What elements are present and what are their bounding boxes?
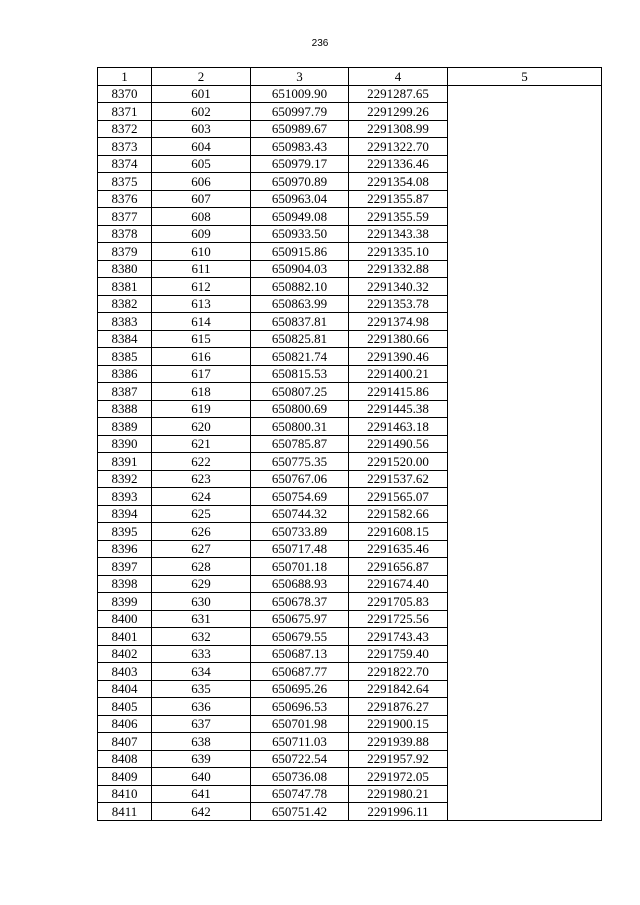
table-cell-col1: 8376 bbox=[98, 190, 152, 208]
table-cell-col1: 8382 bbox=[98, 295, 152, 313]
table-cell-col1: 8395 bbox=[98, 523, 152, 541]
table-cell-col1: 8371 bbox=[98, 103, 152, 121]
table-cell-col4: 2291445.38 bbox=[349, 400, 448, 418]
table-cell-col2: 612 bbox=[152, 278, 251, 296]
table-cell-col4: 2291332.88 bbox=[349, 260, 448, 278]
table-cell-col1: 8386 bbox=[98, 365, 152, 383]
table-cell-col3: 650800.69 bbox=[251, 400, 349, 418]
table-cell-col2: 624 bbox=[152, 488, 251, 506]
table-cell-col4: 2291705.83 bbox=[349, 593, 448, 611]
table-cell-col4: 2291972.05 bbox=[349, 768, 448, 786]
table-cell-col4: 2291743.43 bbox=[349, 628, 448, 646]
table-cell-col4: 2291520.00 bbox=[349, 453, 448, 471]
table-cell-col1: 8393 bbox=[98, 488, 152, 506]
table-cell-col3: 650815.53 bbox=[251, 365, 349, 383]
table-cell-col3: 650687.13 bbox=[251, 645, 349, 663]
table-cell-col1: 8405 bbox=[98, 698, 152, 716]
column-header-4: 4 bbox=[349, 68, 448, 86]
table-cell-col1: 8374 bbox=[98, 155, 152, 173]
table-cell-col1: 8388 bbox=[98, 400, 152, 418]
table-cell-col3: 650736.08 bbox=[251, 768, 349, 786]
table-cell-col1: 8407 bbox=[98, 733, 152, 751]
table-cell-col4: 2291463.18 bbox=[349, 418, 448, 436]
table-cell-col3: 650989.67 bbox=[251, 120, 349, 138]
table-cell-col3: 650711.03 bbox=[251, 733, 349, 751]
table-cell-col2: 634 bbox=[152, 663, 251, 681]
column-header-1: 1 bbox=[98, 68, 152, 86]
table-cell-col4: 2291400.21 bbox=[349, 365, 448, 383]
table-cell-col3: 650695.26 bbox=[251, 680, 349, 698]
table-cell-col4: 2291415.86 bbox=[349, 383, 448, 401]
table-cell-col2: 605 bbox=[152, 155, 251, 173]
table-cell-col4: 2291390.46 bbox=[349, 348, 448, 366]
table-cell-col3: 650785.87 bbox=[251, 435, 349, 453]
table-cell-col3: 650949.08 bbox=[251, 208, 349, 226]
table-cell-col3: 650701.98 bbox=[251, 715, 349, 733]
table-cell-col3: 650675.97 bbox=[251, 610, 349, 628]
table-cell-col1: 8379 bbox=[98, 243, 152, 261]
coordinates-table bbox=[97, 67, 602, 821]
table-cell-col3: 650744.32 bbox=[251, 505, 349, 523]
table-cell-col2: 613 bbox=[152, 295, 251, 313]
table-cell-col3: 650970.89 bbox=[251, 173, 349, 191]
table-cell-col4: 2291582.66 bbox=[349, 505, 448, 523]
table-cell-col2: 621 bbox=[152, 435, 251, 453]
table-cell-col4: 2291674.40 bbox=[349, 575, 448, 593]
table-cell-col2: 610 bbox=[152, 243, 251, 261]
table-cell-col1: 8375 bbox=[98, 173, 152, 191]
table-cell-col2: 603 bbox=[152, 120, 251, 138]
table-cell-col4: 2291355.59 bbox=[349, 208, 448, 226]
table-cell-col4: 2291308.99 bbox=[349, 120, 448, 138]
table-cell-col4: 2291635.46 bbox=[349, 540, 448, 558]
table-cell-col3: 650997.79 bbox=[251, 103, 349, 121]
table-cell-col2: 639 bbox=[152, 750, 251, 768]
table-cell-col4: 2291980.21 bbox=[349, 785, 448, 803]
table-cell-col3: 650754.69 bbox=[251, 488, 349, 506]
table-cell-col4: 2291939.88 bbox=[349, 733, 448, 751]
table-cell-col1: 8408 bbox=[98, 750, 152, 768]
table-cell-col3: 650882.10 bbox=[251, 278, 349, 296]
table-cell-col3: 650751.42 bbox=[251, 803, 349, 821]
table-cell-col2: 635 bbox=[152, 680, 251, 698]
table-cell-col4: 2291537.62 bbox=[349, 470, 448, 488]
table-cell-col2: 638 bbox=[152, 733, 251, 751]
table-cell-col1: 8372 bbox=[98, 120, 152, 138]
table-cell-col1: 8387 bbox=[98, 383, 152, 401]
table-cell-col1: 8392 bbox=[98, 470, 152, 488]
table-cell-col2: 640 bbox=[152, 768, 251, 786]
table-cell-col3: 650800.31 bbox=[251, 418, 349, 436]
table-body bbox=[98, 85, 602, 820]
table-cell-col2: 617 bbox=[152, 365, 251, 383]
table-cell-col2: 615 bbox=[152, 330, 251, 348]
table-cell-col4: 2291996.11 bbox=[349, 803, 448, 821]
table-cell-col1: 8398 bbox=[98, 575, 152, 593]
table-cell-col1: 8401 bbox=[98, 628, 152, 646]
table-cell-col1: 8409 bbox=[98, 768, 152, 786]
table-cell-col3: 650775.35 bbox=[251, 453, 349, 471]
table-cell-col2: 627 bbox=[152, 540, 251, 558]
table-cell-col1: 8396 bbox=[98, 540, 152, 558]
page-number: 236 bbox=[311, 38, 329, 49]
table-cell-col4: 2291656.87 bbox=[349, 558, 448, 576]
table-cell-col2: 626 bbox=[152, 523, 251, 541]
table-cell-col3: 650904.03 bbox=[251, 260, 349, 278]
table-cell-col4: 2291565.07 bbox=[349, 488, 448, 506]
table-cell-col1: 8402 bbox=[98, 645, 152, 663]
table-cell-col1: 8378 bbox=[98, 225, 152, 243]
table-cell-col1: 8380 bbox=[98, 260, 152, 278]
table-cell-col4: 2291374.98 bbox=[349, 313, 448, 331]
table-cell-col4: 2291380.66 bbox=[349, 330, 448, 348]
table-cell-col1: 8384 bbox=[98, 330, 152, 348]
table-cell-col1: 8399 bbox=[98, 593, 152, 611]
table-cell-col1: 8381 bbox=[98, 278, 152, 296]
table-cell-col4: 2291725.56 bbox=[349, 610, 448, 628]
table-cell-col3: 650747.78 bbox=[251, 785, 349, 803]
table-cell-col4: 2291842.64 bbox=[349, 680, 448, 698]
table-cell-col4: 2291340.32 bbox=[349, 278, 448, 296]
notes-cell bbox=[448, 85, 602, 820]
table-cell-col3: 650722.54 bbox=[251, 750, 349, 768]
table-cell-col2: 619 bbox=[152, 400, 251, 418]
table-cell-col4: 2291354.08 bbox=[349, 173, 448, 191]
table-cell-col2: 609 bbox=[152, 225, 251, 243]
table-cell-col2: 601 bbox=[152, 85, 251, 103]
table-cell-col3: 650983.43 bbox=[251, 138, 349, 156]
table-cell-col4: 2291822.70 bbox=[349, 663, 448, 681]
table-cell-col3: 650963.04 bbox=[251, 190, 349, 208]
table-cell-col2: 616 bbox=[152, 348, 251, 366]
table-cell-col3: 650687.77 bbox=[251, 663, 349, 681]
table-cell-col4: 2291900.15 bbox=[349, 715, 448, 733]
table-cell-col2: 618 bbox=[152, 383, 251, 401]
table-cell-col4: 2291287.65 bbox=[349, 85, 448, 103]
table-cell-col3: 650678.37 bbox=[251, 593, 349, 611]
table-cell-col3: 650837.81 bbox=[251, 313, 349, 331]
table-cell-col4: 2291957.92 bbox=[349, 750, 448, 768]
table-cell-col3: 650979.17 bbox=[251, 155, 349, 173]
table-cell-col1: 8370 bbox=[98, 85, 152, 103]
table-cell-col3: 650701.18 bbox=[251, 558, 349, 576]
table-cell-col1: 8383 bbox=[98, 313, 152, 331]
table-cell-col3: 650915.86 bbox=[251, 243, 349, 261]
table-cell-col2: 629 bbox=[152, 575, 251, 593]
table-cell-col1: 8390 bbox=[98, 435, 152, 453]
table-cell-col2: 632 bbox=[152, 628, 251, 646]
table-cell-col2: 608 bbox=[152, 208, 251, 226]
table-cell-col1: 8389 bbox=[98, 418, 152, 436]
table-cell-col2: 622 bbox=[152, 453, 251, 471]
table-cell-col3: 650807.25 bbox=[251, 383, 349, 401]
table-cell-col4: 2291490.56 bbox=[349, 435, 448, 453]
table-cell-col4: 2291608.15 bbox=[349, 523, 448, 541]
table-cell-col4: 2291299.26 bbox=[349, 103, 448, 121]
table-cell-col2: 611 bbox=[152, 260, 251, 278]
table-cell-col2: 606 bbox=[152, 173, 251, 191]
table-cell-col2: 625 bbox=[152, 505, 251, 523]
table-cell-col3: 650696.53 bbox=[251, 698, 349, 716]
table-cell-col4: 2291355.87 bbox=[349, 190, 448, 208]
table-row bbox=[98, 85, 602, 103]
table-cell-col4: 2291335.10 bbox=[349, 243, 448, 261]
table-cell-col1: 8394 bbox=[98, 505, 152, 523]
table-cell-col2: 628 bbox=[152, 558, 251, 576]
table-cell-col2: 607 bbox=[152, 190, 251, 208]
table-cell-col2: 620 bbox=[152, 418, 251, 436]
table-cell-col1: 8385 bbox=[98, 348, 152, 366]
table-cell-col3: 650933.50 bbox=[251, 225, 349, 243]
table-cell-col1: 8410 bbox=[98, 785, 152, 803]
table-cell-col4: 2291353.78 bbox=[349, 295, 448, 313]
table-cell-col4: 2291336.46 bbox=[349, 155, 448, 173]
table-cell-col2: 631 bbox=[152, 610, 251, 628]
table-cell-col3: 650863.99 bbox=[251, 295, 349, 313]
table-cell-col2: 623 bbox=[152, 470, 251, 488]
table-cell-col2: 630 bbox=[152, 593, 251, 611]
table-cell-col3: 650821.74 bbox=[251, 348, 349, 366]
table-cell-col1: 8373 bbox=[98, 138, 152, 156]
table-cell-col4: 2291343.38 bbox=[349, 225, 448, 243]
table-cell-col1: 8404 bbox=[98, 680, 152, 698]
table-cell-col2: 602 bbox=[152, 103, 251, 121]
table-cell-col1: 8391 bbox=[98, 453, 152, 471]
column-header-5: 5 bbox=[448, 68, 602, 86]
table-cell-col2: 614 bbox=[152, 313, 251, 331]
table-cell-col1: 8406 bbox=[98, 715, 152, 733]
table-cell-col3: 650767.06 bbox=[251, 470, 349, 488]
table-cell-col2: 637 bbox=[152, 715, 251, 733]
table-cell-col3: 650717.48 bbox=[251, 540, 349, 558]
table-cell-col2: 604 bbox=[152, 138, 251, 156]
table-cell-col4: 2291322.70 bbox=[349, 138, 448, 156]
table-cell-col4: 2291876.27 bbox=[349, 698, 448, 716]
table-cell-col3: 650825.81 bbox=[251, 330, 349, 348]
column-header-2: 2 bbox=[152, 68, 251, 86]
table-cell-col1: 8400 bbox=[98, 610, 152, 628]
table-cell-col2: 641 bbox=[152, 785, 251, 803]
table-cell-col3: 650733.89 bbox=[251, 523, 349, 541]
table-cell-col2: 633 bbox=[152, 645, 251, 663]
table-cell-col1: 8411 bbox=[98, 803, 152, 821]
column-header-3: 3 bbox=[251, 68, 349, 86]
table-header-row bbox=[98, 68, 602, 86]
table-cell-col2: 642 bbox=[152, 803, 251, 821]
table-cell-col4: 2291759.40 bbox=[349, 645, 448, 663]
table-cell-col3: 650679.55 bbox=[251, 628, 349, 646]
table-cell-col1: 8397 bbox=[98, 558, 152, 576]
table-cell-col3: 651009.90 bbox=[251, 85, 349, 103]
table-cell-col1: 8403 bbox=[98, 663, 152, 681]
table-cell-col3: 650688.93 bbox=[251, 575, 349, 593]
table-cell-col2: 636 bbox=[152, 698, 251, 716]
table-cell-col1: 8377 bbox=[98, 208, 152, 226]
